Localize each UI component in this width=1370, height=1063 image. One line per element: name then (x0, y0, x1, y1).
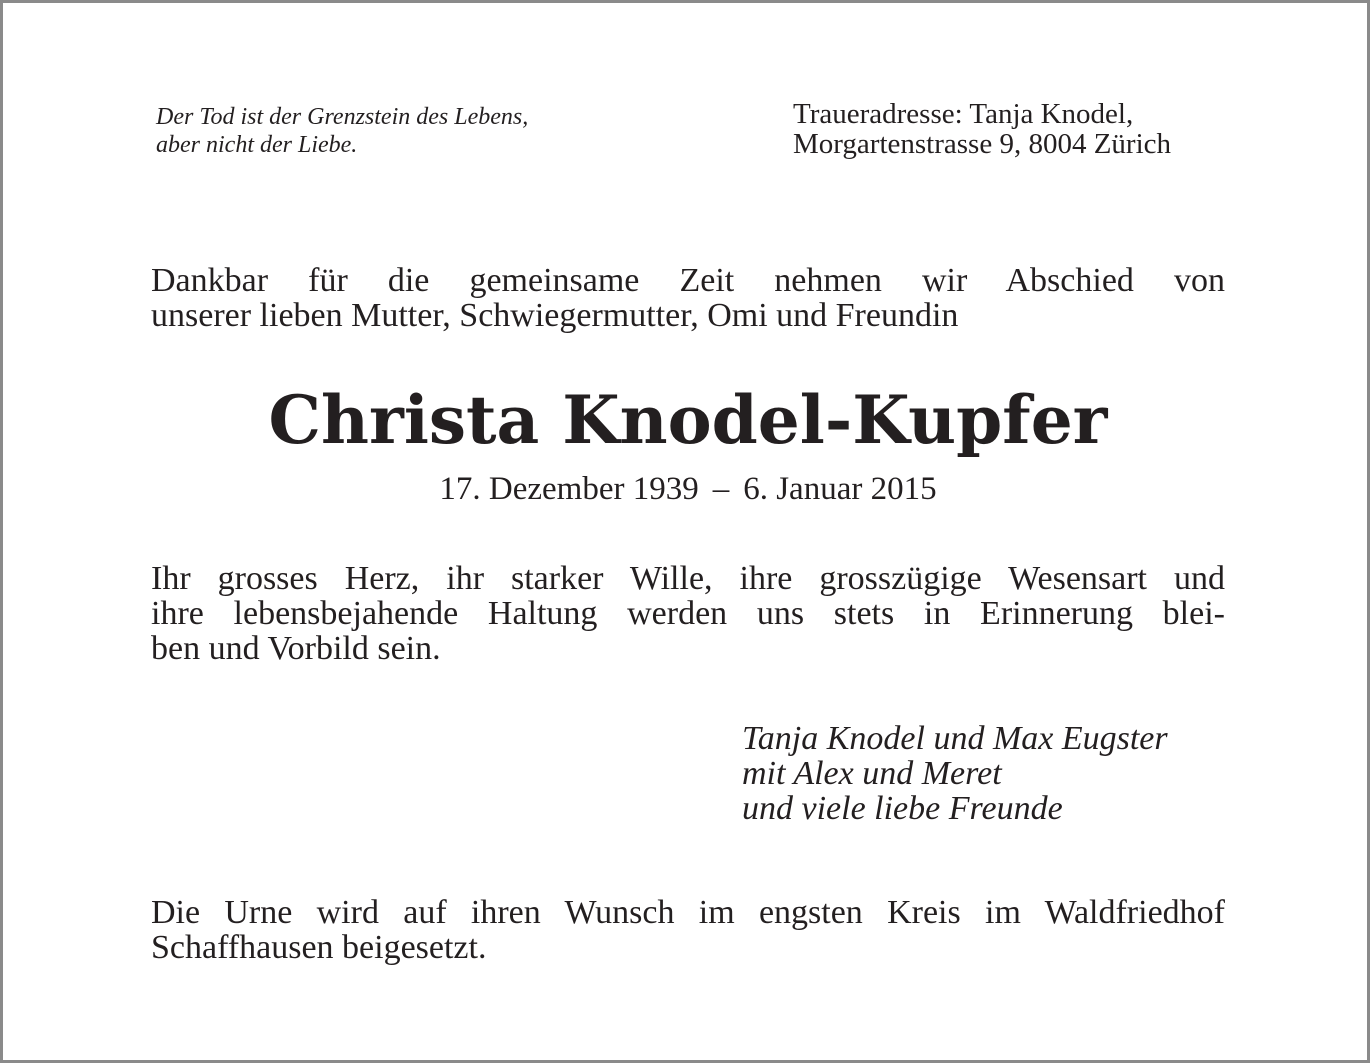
address-line-2: Morgartenstrasse 9, 8004 Zürich (793, 128, 1171, 160)
intro-paragraph (151, 263, 1225, 333)
mourning-address (793, 99, 1233, 159)
burial-line-1: Die Urne wird auf ihren Wunsch im engsten Kreis im Waldfriedhof (151, 894, 1225, 931)
signer-line-2: mit Alex und Meret (742, 755, 1002, 792)
death-date: 6. Januar 2015 (743, 471, 937, 507)
date-separator: – (712, 471, 730, 507)
quote-line-2: aber nicht der Liebe. (156, 132, 358, 158)
signatories (742, 721, 1242, 826)
tribute-paragraph (151, 561, 1225, 666)
tribute-line-3: ben und Vorbild sein. (151, 630, 441, 667)
burial-line-2: Schaffhausen beigesetzt. (151, 929, 487, 966)
life-dates (3, 469, 1370, 509)
signer-line-1: Tanja Knodel und Max Eugster (742, 720, 1168, 757)
deceased-name: Christa Knodel-Kupfer (268, 381, 1108, 459)
intro-line-2: unserer lieben Mutter, Schwiegermutter, Omi und Freundin (151, 297, 959, 334)
burial-note (151, 895, 1225, 965)
epigraph-quote (156, 103, 676, 159)
quote-line-1: Der Tod ist der Grenzstein des Lebens, (156, 104, 529, 130)
address-line-1: Traueradresse: Tanja Knodel, (793, 98, 1134, 130)
birth-date: 17. Dezember 1939 (439, 471, 699, 507)
signer-line-3: und viele liebe Freunde (742, 790, 1063, 827)
tribute-line-2: ihre lebensbejahende Haltung werden uns stets in Erinnerung blei- (151, 595, 1225, 632)
tribute-line-1: Ihr grosses Herz, ihr starker Wille, ihre grosszügige Wesensart und (151, 560, 1225, 597)
intro-line-1: Dankbar für die gemeinsame Zeit nehmen wir Abschied von (151, 262, 1225, 299)
